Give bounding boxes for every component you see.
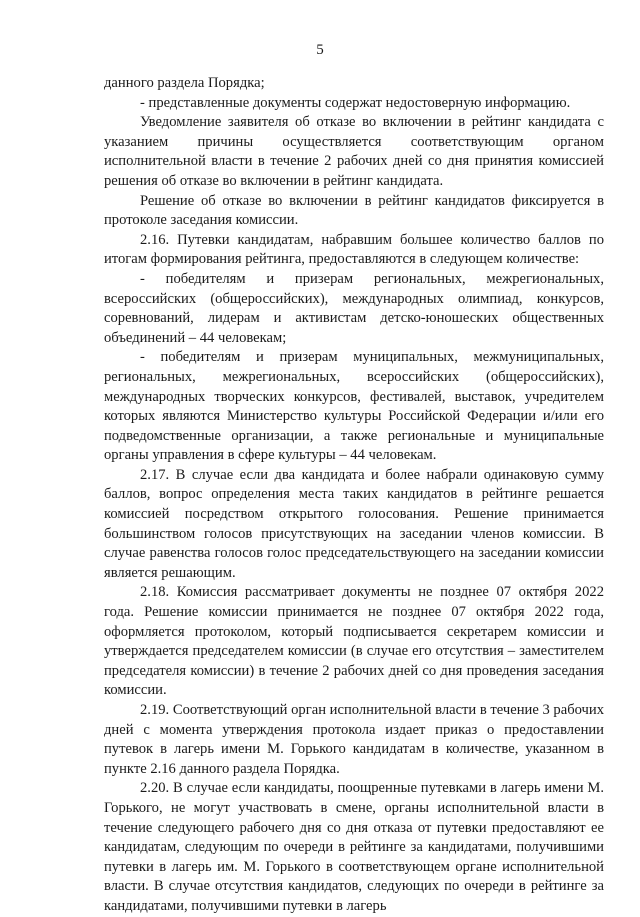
page-number: 5: [316, 42, 324, 58]
document-body: [104, 74, 604, 917]
paragraph: 2.18. Комиссия рассматривает документы не позднее 07 октября 2022 года. Решение комиссии принимается не позднее 07 октября 2022 года, оформляется протоколом, который подписывается секретарем комиссии и утверждается председателем комиссии (в случае его отсутствия – заместителем председателя комиссии) в течение 2 рабочих дней со дня проведения заседания комиссии.: [104, 584, 604, 699]
paragraph: Уведомление заявителя об отказе во включении в рейтинг кандидата с указанием причины осуществляется соответствующим органом исполнительной власти в течение 2 рабочих дней со дня принятия комиссией решения об отказе во включении в рейтинг кандидата.: [104, 114, 604, 189]
paragraph: данного раздела Порядка;: [104, 75, 265, 91]
paragraph: - победителям и призерам муниципальных, межмуниципальных, региональных, межрегиональных, всероссийских (общероссийских), международных творческих конкурсов, фестивалей, выставок, учредителем которых являются Министерство культуры Российской Федерации и/или его подведомственные организации, а также региональные и муниципальные органы управления в сфере культуры – 44 человекам.: [104, 349, 604, 464]
paragraph: - представленные документы содержат недостоверную информацию.: [140, 94, 571, 111]
paragraph: 2.17. В случае если два кандидата и более набрали одинаковую сумму баллов, вопрос определения места таких кандидатов в рейтинге решается комиссией посредством открытого голосования. Решение принимается большинством голосов присутствующих на заседании членов комиссии. В случае равенства голосов голос председательствующего на заседании комиссии является решающим.: [104, 466, 604, 581]
paragraph: - победителям и призерам региональных, межрегиональных, всероссийских (общероссийских), международных олимпиад, конкурсов, соревнований, лидерам и активистам детско-юношеских общественных объединений – 44 человекам;: [104, 270, 604, 346]
paragraph: 2.16. Путевки кандидатам, набравшим большее количество баллов по итогам формирования рейтинга, предоставляются в следующем количестве:: [104, 231, 604, 268]
paragraph: Решение об отказе во включении в рейтинг кандидатов фиксируется в протоколе заседания комиссии.: [104, 192, 604, 229]
paragraph: 2.20. В случае если кандидаты, поощренные путевками в лагерь имени М. Горького, не могут участвовать в смене, органы исполнительной власти в течение следующего рабочего дня со дня отказа от путевки предоставляют ее кандидатам, следующим по очереди в рейтинге за кандидатами, получившими путевки в лагерь им. М. Горького в соответствующем органе исполнительной власти. В случае отсутствия кандидатов, следующих по очереди в рейтинге за кандидатами, получившими путевки в лагерь: [104, 780, 604, 914]
paragraph: 2.19. Соответствующий орган исполнительной власти в течение 3 рабочих дней с момента утверждения протокола издает приказ о предоставлении путевок в лагерь имени М. Горького кандидатам в количестве, указанном в пункте 2.16 данного раздела Порядка.: [104, 702, 604, 777]
